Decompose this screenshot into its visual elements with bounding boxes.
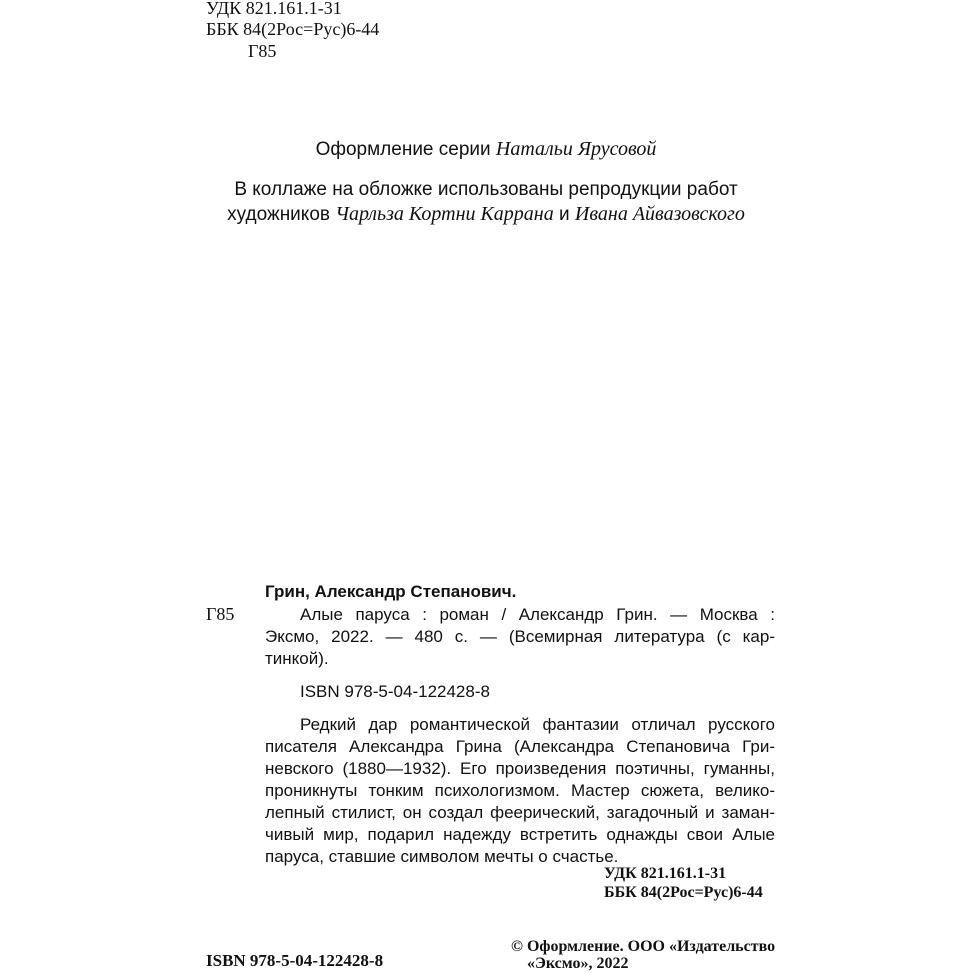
catalog-description-line: Эксмо, 2022. — 480 с. — (Всемирная литература (с кар- <box>265 627 775 646</box>
annotation-line: чивый мир, подарил надежду встретить однажды свои Алые <box>265 825 775 844</box>
annotation-line: Редкий дар романтической фантазии отличал русского <box>300 715 775 734</box>
annotation-line: невского (1880—1932). Его произведения поэтичны, гуманны, <box>265 759 775 778</box>
series-design-credit <box>0 138 972 161</box>
collage-credit-line2 <box>0 203 972 226</box>
copyright-line2: «Эксмо», 2022 <box>527 955 629 972</box>
catalog-bbk: ББК 84(2Рос=Рус)6-44 <box>604 884 763 901</box>
udk-code-top: УДК 821.161.1-31 <box>206 0 342 18</box>
annotation-line: паруса, ставшие символом мечты о счастье. <box>265 847 619 866</box>
collage-prefix: художников <box>227 204 330 225</box>
catalog-isbn: ISBN 978-5-04-122428-8 <box>300 682 490 701</box>
conjunction: и <box>559 204 570 225</box>
catalog-description-line: тинкой). <box>265 649 329 668</box>
author-mark-top: Г85 <box>248 41 277 61</box>
artist-aivazovsky: Ивана Айвазовского <box>574 203 745 225</box>
series-designer: Натальи Ярусовой <box>495 138 657 160</box>
annotation-line: лепный стилист, он создал феерический, загадочный и заман- <box>265 803 775 822</box>
annotation-line: писателя Александра Грина (Александра Степановича Гри- <box>265 737 775 756</box>
series-prefix: Оформление серии <box>315 139 491 160</box>
catalog-udk: УДК 821.161.1-31 <box>604 865 727 882</box>
catalog-author-heading: Грин, Александр Степанович. <box>265 582 517 601</box>
bbk-code-top: ББК 84(2Рос=Рус)6-44 <box>206 19 380 39</box>
artist-curran: Чарльза Кортни Каррана <box>335 203 554 225</box>
catalog-author-mark: Г85 <box>206 604 235 624</box>
footer-isbn: ISBN 978-5-04-122428-8 <box>206 951 384 970</box>
catalog-description-line: Алые паруса : роман / Александр Грин. — Москва : <box>300 605 775 624</box>
collage-credit-line1: В коллаже на обложке использованы репродукции работ <box>234 179 738 200</box>
annotation-line: проникнуты тонким психологизмом. Мастер сюжета, велико- <box>265 781 775 800</box>
copyright-line1: © Оформление. ООО «Издательство <box>511 938 776 955</box>
